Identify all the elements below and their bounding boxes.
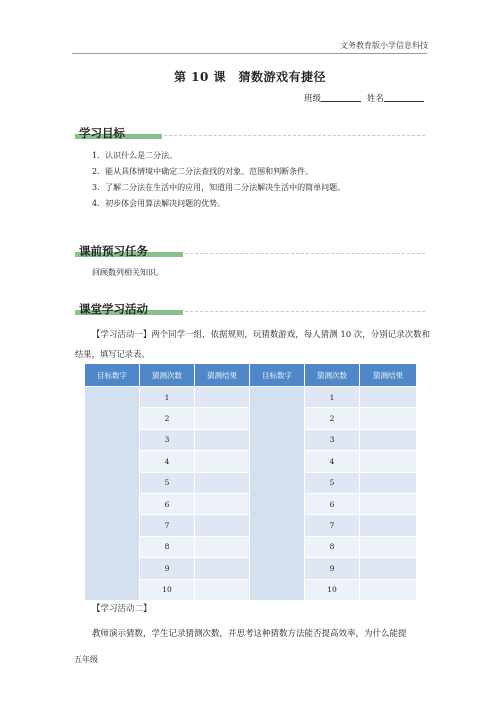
section-rule [185, 253, 425, 254]
guess-count-cell: 6 [305, 493, 360, 514]
guess-result-cell[interactable] [195, 472, 250, 493]
class-label: 班级 [303, 94, 321, 104]
guess-count-cell: 2 [140, 408, 195, 429]
name-blank[interactable] [384, 101, 424, 102]
table-row [85, 387, 417, 408]
header-guess-count: 猜测次数 [305, 364, 360, 387]
header-target-number: 目标数字 [250, 364, 305, 387]
name-label: 姓名 [366, 94, 384, 104]
goal-item: 1．认识什么是二分法。 [92, 151, 178, 160]
guess-count-cell: 1 [305, 387, 360, 408]
lesson-title: 第 10 课 猜数游戏有捷径 [173, 70, 327, 84]
guess-count-cell: 7 [305, 515, 360, 536]
guess-count-cell: 10 [305, 579, 360, 600]
table-header-row [85, 364, 417, 387]
record-table [84, 363, 417, 601]
class-name-line [304, 92, 424, 104]
class-blank[interactable] [321, 101, 361, 102]
guess-result-cell[interactable] [360, 536, 417, 557]
activity1-text: 【学习活动一】两个同学一组，依据规则，玩猜数游戏，每人猜测 10 次，分别记录次数和结果，填写记录表。 [75, 329, 430, 359]
guess-result-cell[interactable] [195, 536, 250, 557]
guess-count-cell: 1 [140, 387, 195, 408]
header-guess-result: 猜测结果 [195, 364, 250, 387]
section-rule [185, 311, 425, 312]
goals-list [92, 148, 345, 212]
guess-count-cell: 6 [140, 493, 195, 514]
guess-result-cell[interactable] [360, 515, 417, 536]
guess-result-cell[interactable] [195, 429, 250, 450]
section-activity [75, 298, 425, 317]
header-guess-count: 猜测次数 [140, 364, 195, 387]
guess-result-cell[interactable] [360, 451, 417, 472]
guess-result-cell[interactable] [360, 408, 417, 429]
guess-result-cell[interactable] [195, 558, 250, 579]
guess-result-cell[interactable] [195, 408, 250, 429]
guess-result-cell[interactable] [195, 387, 250, 408]
guess-result-cell[interactable] [195, 579, 250, 600]
guess-count-cell: 10 [140, 579, 195, 600]
guess-count-cell: 9 [305, 558, 360, 579]
guess-result-cell[interactable] [195, 451, 250, 472]
section-activity-title: 课堂学习活动 [79, 302, 148, 316]
guess-count-cell: 3 [305, 429, 360, 450]
activity2-text: 教师演示猜数，学生记录猜测次数，并思考这种猜数方法能否提高效率，为什么能提 [92, 629, 407, 639]
guess-result-cell[interactable] [195, 493, 250, 514]
section-preview-title: 课前预习任务 [79, 244, 148, 258]
activity2-heading: 【学习活动二】 [92, 604, 152, 614]
section-goals-title: 学习目标 [79, 126, 125, 140]
header-note: 文务教育版小学信息科技 [340, 41, 428, 50]
goal-item: 2．能从具体情境中确定二分法查找的对象、范围和判断条件。 [92, 167, 314, 176]
guess-count-cell: 4 [140, 451, 195, 472]
guess-count-cell: 2 [305, 408, 360, 429]
guess-result-cell[interactable] [360, 387, 417, 408]
header-target-number: 目标数字 [85, 364, 140, 387]
header-guess-result: 猜测结果 [360, 364, 417, 387]
preview-text: 回顾数列相关知识。 [92, 268, 164, 277]
guess-result-cell[interactable] [360, 493, 417, 514]
goal-item: 3．了解二分法在生活中的应用，知道用二分法解决生活中的简单问题。 [92, 183, 346, 192]
guess-result-cell[interactable] [360, 472, 417, 493]
guess-count-cell: 4 [305, 451, 360, 472]
guess-count-cell: 7 [140, 515, 195, 536]
guess-count-cell: 8 [140, 536, 195, 557]
guess-count-cell: 3 [140, 429, 195, 450]
goal-item: 4．初步体会用算法解决问题的优势。 [92, 199, 226, 208]
section-goals [75, 122, 425, 141]
section-rule [164, 135, 425, 136]
guess-count-cell: 8 [305, 536, 360, 557]
guess-count-cell: 5 [305, 472, 360, 493]
record-table-body [85, 387, 417, 601]
guess-count-cell: 5 [140, 472, 195, 493]
guess-result-cell[interactable] [360, 558, 417, 579]
guess-result-cell[interactable] [195, 515, 250, 536]
target-number-cell[interactable] [250, 387, 305, 601]
target-number-cell[interactable] [85, 387, 140, 601]
guess-result-cell[interactable] [360, 579, 417, 600]
header-divider [72, 53, 427, 54]
section-preview [75, 240, 425, 259]
guess-count-cell: 9 [140, 558, 195, 579]
guess-result-cell[interactable] [360, 429, 417, 450]
grade-footer: 五年级 [74, 655, 98, 664]
